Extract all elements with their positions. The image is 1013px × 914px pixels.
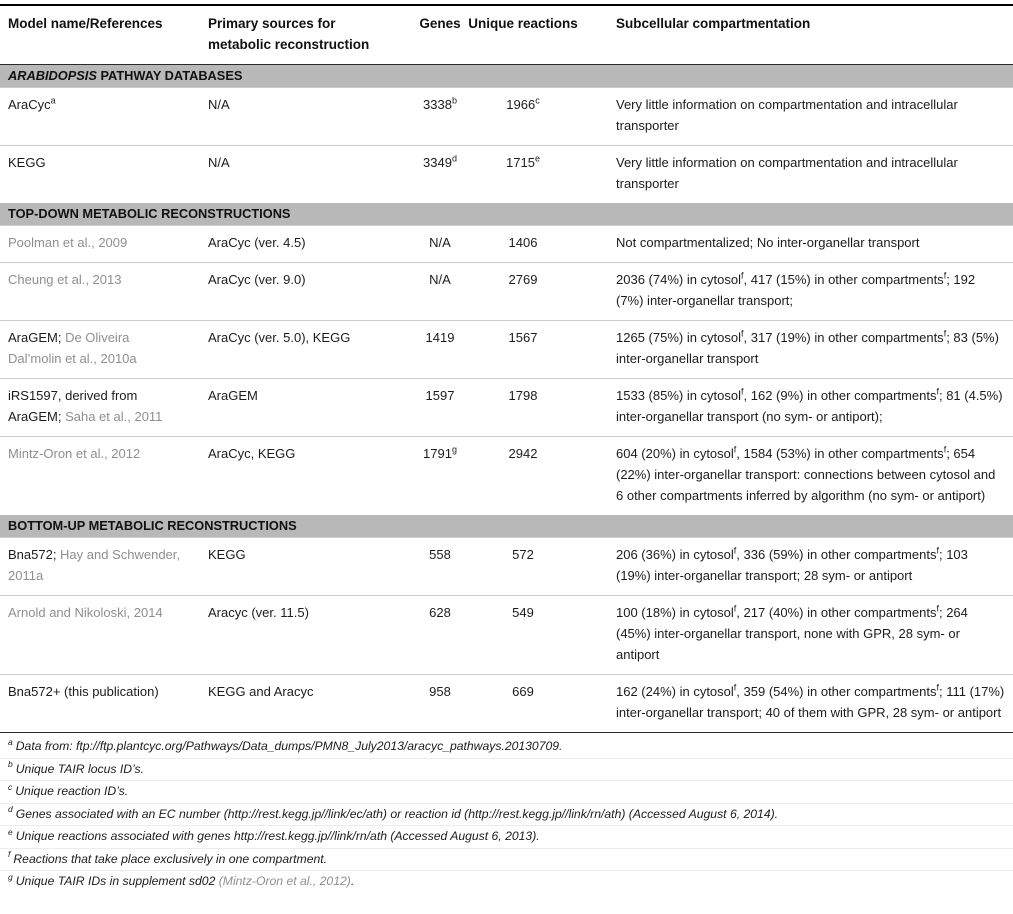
- sources-cell: AraCyc (ver. 4.5): [200, 226, 412, 263]
- sources-cell: AraCyc (ver. 5.0), KEGG: [200, 321, 412, 379]
- footnote-text: Unique TAIR locus ID’s.: [15, 761, 144, 776]
- sources-cell: N/A: [200, 146, 412, 204]
- reactions-cell: 1567: [468, 321, 578, 379]
- table-row-aracyc: [0, 88, 1013, 146]
- citation-link[interactable]: Mintz-Oron et al., 2012: [8, 446, 141, 461]
- sources-cell: AraGEM: [200, 379, 412, 437]
- genes-cell: 1419: [412, 321, 468, 379]
- genes-cell: 558: [412, 538, 468, 596]
- model-cell: [0, 437, 200, 516]
- footnote-f: [0, 849, 1013, 872]
- footnote-marker: e: [8, 826, 13, 837]
- sources-cell: KEGG and Aracyc: [200, 675, 412, 733]
- model-cell: [0, 321, 200, 379]
- header-row: [0, 5, 1013, 65]
- table-row-irs1597: [0, 379, 1013, 437]
- col-header-model-name: Model name/References: [0, 5, 200, 65]
- table-row-aragem: [0, 321, 1013, 379]
- section-row-arabidopsis-pathway-databases: [0, 65, 1013, 88]
- footnote-b: [0, 759, 1013, 782]
- reactions-cell: 1715e: [468, 146, 578, 204]
- footnote-text: Unique reactions associated with genes http://rest.kegg.jp//link/rn/ath (Accessed August 6, 2013).: [15, 829, 540, 843]
- compartmentation-cell: 100 (18%) in cytosol$^f$, 217 (40%) in other compartments$^f$; 264 (45%) inter-organellar transport, none with GPR, 28 sym- or antiport: [578, 596, 1013, 675]
- reactions-cell: 1798: [468, 379, 578, 437]
- footnote-marker: a: [8, 736, 13, 747]
- reactions-cell: 669: [468, 675, 578, 733]
- model-name: Bna572;: [8, 547, 61, 562]
- genes-cell: 1791$^g$: [412, 437, 468, 516]
- table-row-poolman: [0, 226, 1013, 263]
- model-cell: [0, 263, 200, 321]
- section-header: [0, 515, 1013, 538]
- citation-link[interactable]: (Mintz-Oron et al., 2012): [218, 874, 351, 888]
- sources-cell: AraCyc, KEGG: [200, 437, 412, 516]
- reactions-cell: 1406: [468, 226, 578, 263]
- model-name: AraGEM;: [8, 330, 66, 345]
- genes-cell: 3349$^d$: [412, 146, 468, 204]
- compartmentation-cell: 2036 (74%) in cytosol$^f$, 417 (15%) in other compartments$^f$; 192 (7%) inter-organellar transport;: [578, 263, 1013, 321]
- model-cell: [0, 538, 200, 596]
- col-header-primary-sources-text: Primary sources for metabolic reconstruction: [208, 16, 370, 52]
- citation-link[interactable]: De Oliveira Dal’molin et al., 2010a: [8, 330, 137, 366]
- model-cell: [0, 226, 200, 263]
- metabolic-models-table: [0, 4, 1013, 732]
- sources-cell: KEGG: [200, 538, 412, 596]
- sources-cell: N/A: [200, 88, 412, 146]
- citation-link[interactable]: Hay and Schwender, 2011a: [8, 547, 181, 583]
- footnote-marker: d: [8, 804, 13, 815]
- col-header-genes: Genes: [412, 5, 468, 65]
- section-row-top-down: [0, 203, 1013, 226]
- model-cell: [0, 675, 200, 733]
- compartmentation-cell: Not compartmentalized; No inter-organellar transport: [578, 226, 1013, 263]
- col-header-primary-sources: [200, 5, 412, 65]
- reactions-cell: 549: [468, 596, 578, 675]
- footnote-d: [0, 804, 1013, 827]
- footnote-marker: f: [8, 849, 11, 860]
- genes-cell: N/A: [412, 226, 468, 263]
- table-row-cheung: [0, 263, 1013, 321]
- citation-link[interactable]: Poolman et al., 2009: [8, 235, 128, 250]
- section-header-text: BOTTOM-UP METABOLIC RECONSTRUCTIONS: [8, 518, 297, 533]
- model-name: Bna572+ (this publication): [8, 684, 159, 699]
- genes-cell: 958: [412, 675, 468, 733]
- sources-cell: AraCyc (ver. 9.0): [200, 263, 412, 321]
- compartmentation-cell: 206 (36%) in cytosol$^f$, 336 (59%) in other compartments$^f$; 103 (19%) inter-organellar transport; 28 sym- or antiport: [578, 538, 1013, 596]
- table-row-mintz-oron: [0, 437, 1013, 516]
- col-header-unique-reactions: Unique reactions: [468, 5, 578, 65]
- footnote-text: Reactions that take place exclusively in one compartment.: [13, 851, 328, 866]
- section-header: [0, 203, 1013, 226]
- genes-cell: 1597: [412, 379, 468, 437]
- citation-link[interactable]: Cheung et al., 2013: [8, 272, 122, 287]
- col-header-subcellular-compartmentation: Subcellular compartmentation: [578, 5, 1013, 65]
- compartmentation-cell: Very little information on compartmentation and intracellular transporter: [578, 88, 1013, 146]
- compartmentation-cell: 162 (24%) in cytosol$^f$, 359 (54%) in other compartments$^f$; 111 (17%) inter-organellar transport; 40 of them with GPR, 28 sym- or antiport: [578, 675, 1013, 733]
- model-cell: [0, 146, 200, 204]
- footnote-marker: b: [8, 759, 13, 770]
- footnote-a: [0, 736, 1013, 759]
- compartmentation-cell: 1265 (75%) in cytosol$^f$, 317 (19%) in other compartments$^f$; 83 (5%) inter-organellar transport: [578, 321, 1013, 379]
- model-cell: [0, 596, 200, 675]
- footnote-g: [0, 871, 1013, 893]
- footnote-text: Genes associated with an EC number (http://rest.kegg.jp//link/ec/ath) or reaction id (http://rest.kegg.jp//link/rn/ath) (Accessed August 6, 2014).: [15, 806, 779, 821]
- sources-cell: Aracyc (ver. 11.5): [200, 596, 412, 675]
- compartmentation-cell: 604 (20%) in cytosol$^f$, 1584 (53%) in other compartments$^f$; 654 (22%) inter-organellar transport: connections between cytosol and 6 other compartments inferred by algorithm (no sym- or antiport): [578, 437, 1013, 516]
- reactions-cell: 2942: [468, 437, 578, 516]
- reactions-cell: 1966$^c$: [468, 88, 578, 146]
- footnote-c: [0, 781, 1013, 804]
- citation-link[interactable]: Arnold and Nikoloski, 2014: [8, 605, 163, 620]
- model-name: KEGG: [8, 155, 46, 170]
- footnote-period: .: [350, 874, 355, 888]
- table-row-arnold: [0, 596, 1013, 675]
- model-cell: [0, 379, 200, 437]
- footnotes-section: [0, 732, 1013, 893]
- footnote-text: Unique TAIR IDs in supplement sd02: [15, 874, 219, 888]
- footnote-text: Data from: ftp://ftp.plantcyc.org/Pathways/Data_dumps/PMN8_July2013/aracyc_pathways.20130709.: [15, 739, 563, 753]
- section-header: [0, 65, 1013, 88]
- compartmentation-cell: 1533 (85%) in cytosol$^f$, 162 (9%) in other compartments$^f$; 81 (4.5%) inter-organellar transport (no sym- or antiport);: [578, 379, 1013, 437]
- genes-cell: N/A: [412, 263, 468, 321]
- section-header-text: TOP-DOWN METABOLIC RECONSTRUCTIONS: [8, 206, 291, 221]
- table-row-bna572: [0, 538, 1013, 596]
- footnote-text: Unique reaction ID’s.: [15, 784, 129, 798]
- model-name: iRS1597, derived from AraGEM;: [8, 388, 138, 424]
- footnote-e: [0, 826, 1013, 849]
- footnote-marker: g: [8, 871, 13, 882]
- footnote-marker: c: [8, 781, 13, 792]
- section-row-bottom-up: [0, 515, 1013, 538]
- reactions-cell: 572: [468, 538, 578, 596]
- table-row-kegg: [0, 146, 1013, 204]
- table-row-bna572-plus: [0, 675, 1013, 733]
- compartmentation-cell: Very little information on compartmentation and intracellular transporter: [578, 146, 1013, 204]
- reactions-cell: 2769: [468, 263, 578, 321]
- genes-cell: 628: [412, 596, 468, 675]
- genes-cell: 3338$^b$: [412, 88, 468, 146]
- section-header-text: PATHWAY DATABASES: [96, 68, 243, 83]
- section-header-italic: ARABIDOPSIS: [8, 68, 97, 83]
- citation-link[interactable]: Saha et al., 2011: [65, 409, 163, 424]
- model-cell: [0, 88, 200, 146]
- model-name: AraCyc$^a$: [8, 95, 56, 112]
